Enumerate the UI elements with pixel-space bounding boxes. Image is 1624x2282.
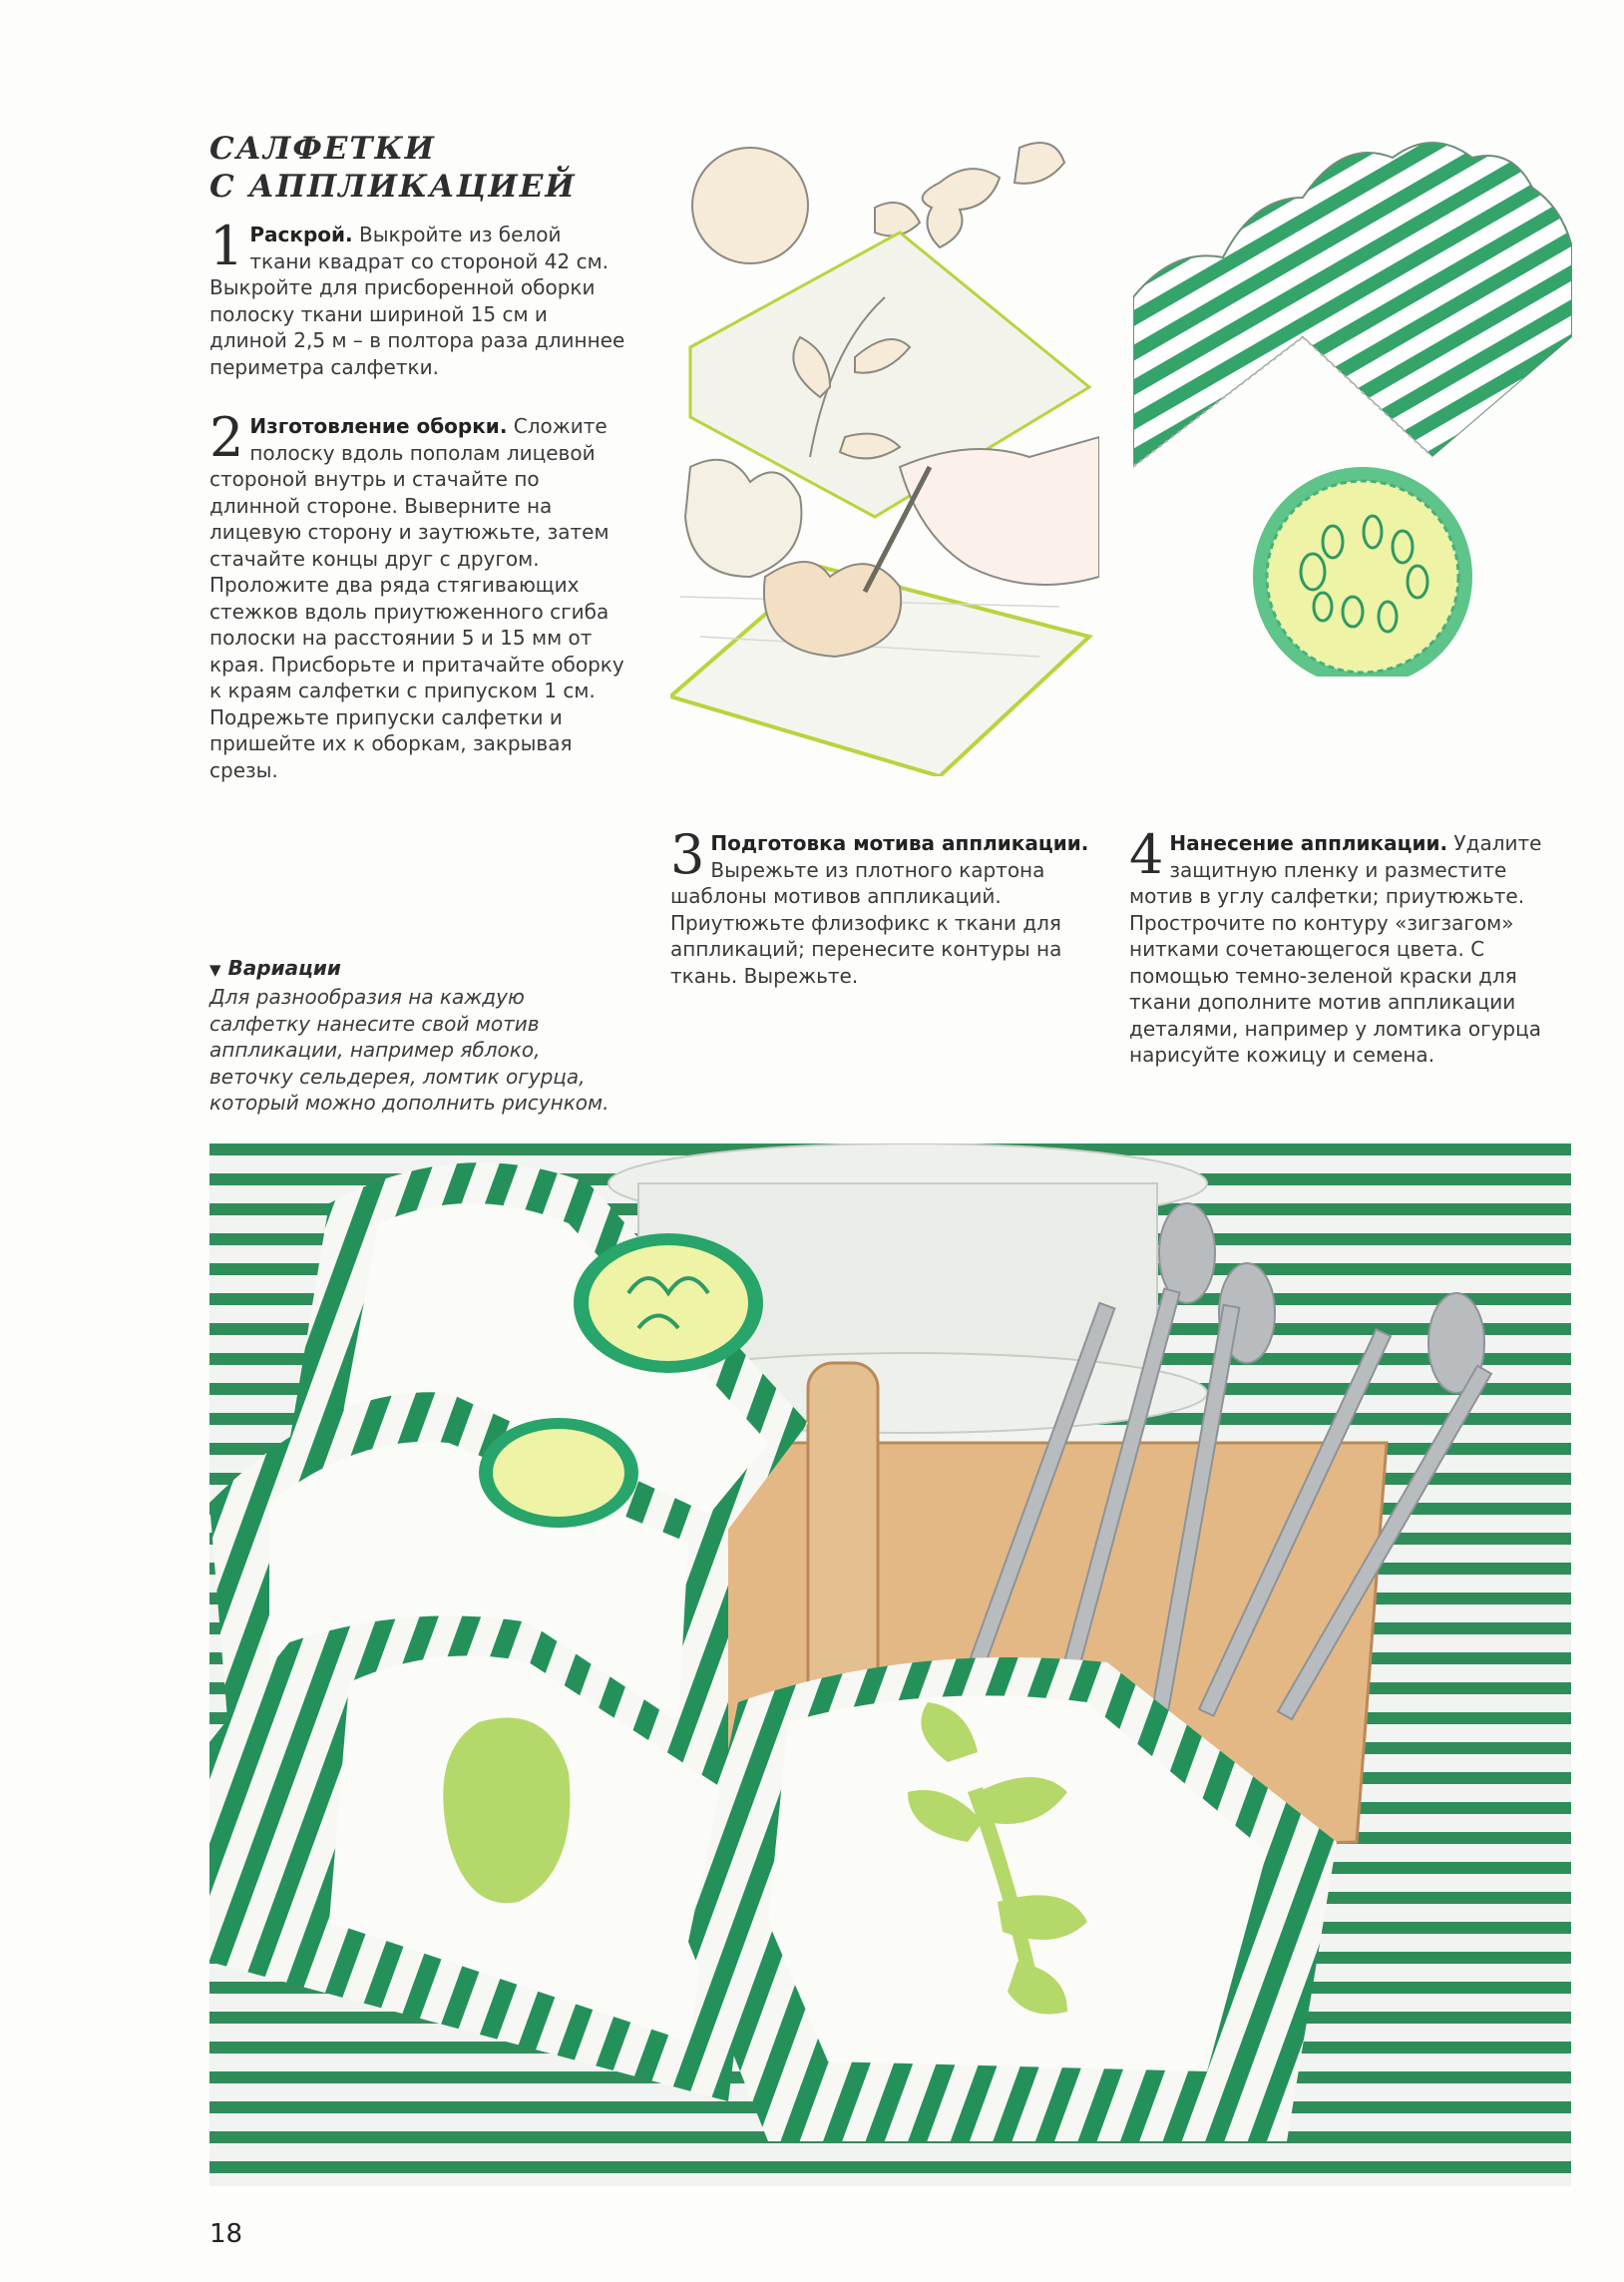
cucumber-appliqué-icon	[479, 1418, 638, 1528]
step-text: Удалите защитную пленку и разместите мотив в углу салфетки; приутюжьте. Прострочите по контуру «зигзагом» нитками сочетающегося цвета. С помощью темно-зеленой краски для ткани дополните мотив аппликации деталями, например у ломтика огурца нарисуйте кожицу и семена.	[1129, 831, 1542, 1067]
photo-napkins-basket	[209, 1143, 1571, 2186]
step-text: Выкройте из белой ткани квадрат со стороной 42 см. Выкройте для присборенной оборки полоску ткани шириной 15 см и длиной 2,5 м – в полтора раза длиннее периметра салфетки.	[209, 223, 625, 379]
title-line-1: САЛФЕТКИ	[209, 131, 436, 167]
cucumber-appliqué-icon	[574, 1233, 763, 1373]
step-heading: Изготовление оборки.	[249, 414, 508, 438]
celery-leaf-template	[875, 143, 1064, 247]
illustration-tracing	[670, 138, 1099, 776]
page-title	[209, 130, 628, 206]
step-text: Вырежьте из плотного картона шаблоны мотивов аппликаций. Приутюжьте флизофикс к ткани для аппликаций; перенесите контуры на ткань. Вырежьте.	[670, 857, 1062, 988]
step-4	[1129, 823, 1553, 1069]
step-3	[670, 823, 1089, 989]
variations-text: Для разнообразия на каждую салфетку нанесите свой мотив аппликации, например яблоко, веточку сельдерея, ломтик огурца, который можно дополнить рисунком.	[209, 985, 609, 1115]
title-line-2: С АППЛИКАЦИЕЙ	[209, 169, 577, 205]
step-heading: Нанесение аппликации.	[1169, 831, 1448, 855]
cucumber-appliqué-icon	[1253, 467, 1472, 677]
step-heading: Раскрой.	[249, 223, 353, 246]
step-heading: Подготовка мотива аппликации.	[710, 831, 1089, 855]
step-text: Сложите полоску вдоль пополам лицевой стороной внутрь и стачайте по длинной стороне. Выверните на лицевую сторону и заутюжьте, затем стачайте концы друг с другом. Проложите два ряда стягивающих стежков вдоль приутюженного сгиба полоски на расстоянии 5 и 15 мм от края. Присборьте и притачайте оборку к краям салфетки с припуском 1 см. Подрежьте припуски салфетки и пришейте их к оборкам, закрывая срезы.	[209, 414, 624, 782]
step-number: 4	[1129, 823, 1164, 886]
variations-heading	[209, 956, 341, 980]
variations-heading-label: Вариации	[227, 956, 341, 980]
step-number: 1	[209, 215, 244, 277]
step-number: 3	[670, 823, 705, 886]
step-1	[209, 215, 628, 380]
step-number: 2	[209, 406, 244, 469]
triangle-down-icon: ▼	[209, 961, 221, 979]
page-number: 18	[209, 2219, 243, 2249]
illustration-ruffle-cucumber	[1133, 138, 1572, 677]
step-2	[209, 406, 628, 783]
